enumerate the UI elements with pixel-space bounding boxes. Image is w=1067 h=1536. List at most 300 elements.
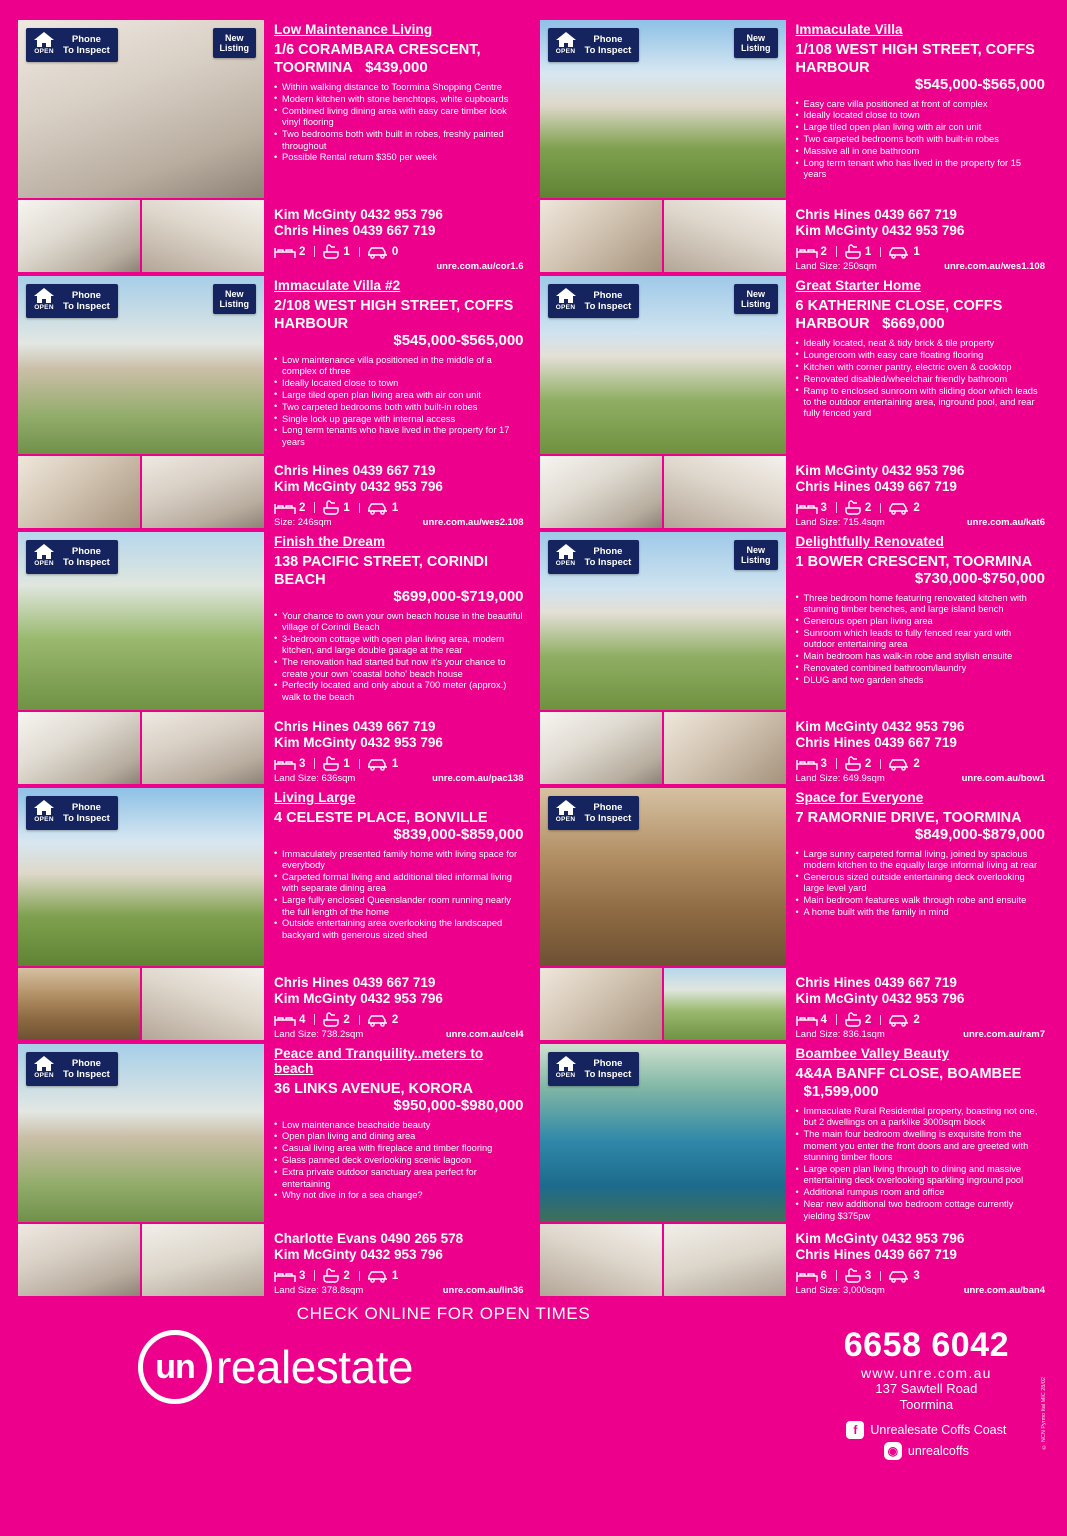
phone-to-inspect-badge[interactable] (26, 796, 118, 830)
agent-contact[interactable]: Kim McGinty 0432 953 796 (274, 207, 443, 222)
phone-to-inspect-badge[interactable] (548, 796, 640, 830)
listing-address: 138 PACIFIC STREET, CORINDI BEACH (274, 554, 489, 588)
listing-photos (540, 1044, 786, 1296)
listing-footer (274, 773, 524, 784)
listing-headline: Immaculate Villa (795, 22, 903, 37)
listing-url[interactable]: unre.com.au/cor1.6 (436, 261, 524, 272)
car-spaces-icon (367, 1013, 389, 1027)
listing-url[interactable]: unre.com.au/wes1.108 (944, 261, 1045, 272)
listing-photos (18, 276, 264, 528)
listing-feature-item: • Loungeroom with easy care floating flooring (796, 350, 1046, 361)
listing-details (786, 20, 1050, 272)
open-label: OPEN (555, 1072, 576, 1079)
thumbnail-photo[interactable] (18, 968, 140, 1040)
car-spaces-icon (888, 1013, 910, 1027)
listing-photos (18, 532, 264, 784)
property-attributes (274, 500, 524, 515)
home-icon (552, 543, 580, 571)
car-spaces-icon (888, 1269, 910, 1283)
land-size: Land Size: 3,000sqm (795, 1285, 885, 1296)
listing-price: $545,000-$565,000 (914, 76, 1045, 93)
listing-footer (796, 517, 1046, 528)
listing-feature-item: • Low maintenance villa positioned in the middle of a complex of three (274, 355, 524, 378)
listing-card[interactable] (18, 20, 528, 270)
listing-address: 6 KATHERINE CLOSE, COFFS HARBOUR (795, 298, 1003, 332)
bedrooms (274, 245, 313, 259)
phone-to-inspect-badge[interactable] (548, 1052, 640, 1086)
home-icon (552, 31, 580, 59)
agent-contact[interactable]: Kim McGinty 0432 953 796 (274, 1247, 443, 1262)
listing-card[interactable] (540, 276, 1050, 526)
bathrooms (313, 1268, 357, 1283)
thumbnail-photo[interactable] (664, 968, 786, 1040)
bathrooms-count: 2 (343, 1013, 350, 1026)
listing-footer (274, 261, 524, 272)
bedrooms-icon (796, 757, 818, 771)
listing-feature-item: • Main bedroom has walk-in robe and stylish ensuite (796, 651, 1046, 662)
home-icon (30, 287, 58, 315)
listing-agents (796, 459, 1046, 528)
home-icon (30, 1055, 58, 1083)
phone-to-inspect-badge[interactable] (548, 284, 640, 318)
listing-card[interactable] (18, 532, 528, 782)
listing-feature-item: • A home built with the family in mind (796, 907, 1046, 918)
car-spaces-count: 1 (391, 1269, 399, 1282)
thumbnail-photo[interactable] (142, 200, 264, 272)
bathrooms-icon (844, 1268, 862, 1283)
listing-feature-item: • Renovated combined bathroom/laundry (796, 663, 1046, 674)
phone-to-inspect-badge[interactable] (26, 284, 118, 318)
bedrooms (796, 757, 835, 771)
listing-feature-item: • Generous open plan living area (796, 616, 1046, 627)
listing-feature-item: • Large tiled open plan living with air con unit (796, 122, 1046, 133)
listing-address: 1 BOWER CRESCENT, TOORMINA (795, 554, 1033, 570)
listing-agents (274, 971, 524, 1040)
car-spaces-count: 1 (391, 757, 399, 770)
listing-photos (18, 20, 264, 272)
listing-address: 4 CELESTE PLACE, BONVILLE (274, 810, 488, 826)
car-spaces (879, 1013, 927, 1027)
bathrooms-count: 2 (864, 757, 872, 770)
listing-card[interactable] (18, 788, 528, 1038)
listing-footer (796, 1029, 1046, 1040)
property-attributes (796, 1012, 1046, 1027)
car-spaces-icon (888, 245, 910, 259)
agent-contact[interactable]: Kim McGinty 0432 953 796 (795, 223, 965, 238)
phone-to-inspect-label: Phone To Inspect (63, 802, 110, 824)
bathrooms (313, 500, 357, 515)
property-attributes (796, 756, 1046, 771)
open-label: OPEN (34, 560, 54, 567)
main-photo[interactable] (18, 1044, 264, 1222)
listing-url[interactable]: unre.com.au/pac138 (432, 773, 524, 784)
listing-address: 36 LINKS AVENUE, KORORA (274, 1081, 473, 1097)
listing-details (264, 788, 528, 1040)
photo-thumbnails (18, 1224, 264, 1296)
listing-features-list (796, 99, 1046, 182)
facebook-label: Unrealesate Coffs Coast (870, 1423, 1007, 1437)
listing-url[interactable]: unre.com.au/ram7 (963, 1029, 1045, 1040)
new-listing-badge: New Listing (734, 28, 778, 58)
bathrooms-icon (844, 756, 862, 771)
bathrooms-icon (844, 500, 862, 515)
main-photo[interactable] (18, 20, 264, 198)
car-spaces (879, 757, 927, 771)
bedrooms-icon (796, 1013, 818, 1027)
listing-features-list (274, 82, 524, 164)
listing-feature-item: • Extra private outdoor sanctuary area perfect for entertaining (274, 1167, 524, 1190)
bedrooms-count: 2 (299, 245, 306, 258)
car-spaces-icon (888, 757, 910, 771)
thumbnail-photo[interactable] (18, 200, 140, 272)
car-spaces-count: 3 (913, 1269, 920, 1282)
listing-headline: Delightfully Renovated (795, 534, 944, 549)
bedrooms (796, 1013, 835, 1027)
listing-feature-item: • Casual living area with fireplace and timber flooring (274, 1143, 524, 1154)
photo-thumbnails (18, 456, 264, 528)
contact-address-line1: 137 Sawtell Road (875, 1381, 978, 1396)
brand-logo (28, 1330, 413, 1404)
listing-feature-item: • Sunroom which leads to fully fenced rear yard with outdoor entertaining area (796, 628, 1046, 651)
listing-headline: Space for Everyone (795, 790, 924, 805)
agent-contact[interactable]: Chris Hines 0439 667 719 (274, 719, 436, 734)
thumbnail-photo[interactable] (664, 712, 786, 784)
listing-features-list (274, 849, 524, 942)
main-photo[interactable] (540, 532, 786, 710)
bedrooms (796, 245, 835, 259)
open-label: OPEN (34, 1072, 54, 1079)
car-spaces (358, 1013, 406, 1027)
listing-card[interactable] (540, 20, 1050, 270)
agent-contact[interactable]: Kim McGinty 0432 953 796 (795, 991, 965, 1006)
listing-features-list (796, 593, 1046, 687)
listing-address-row (796, 297, 1046, 333)
listing-url[interactable]: unre.com.au/lin36 (442, 1285, 524, 1296)
listing-price: $730,000-$750,000 (914, 570, 1045, 587)
car-spaces (358, 501, 406, 515)
listing-price: $839,000-$859,000 (393, 826, 524, 843)
agent-contact[interactable]: Kim McGinty 0432 953 796 (274, 479, 443, 494)
bedrooms-count: 3 (299, 757, 306, 770)
listing-agents (796, 1227, 1046, 1296)
listing-footer (796, 1285, 1046, 1296)
listing-features-list (796, 849, 1046, 919)
agent-contact[interactable]: Kim McGinty 0432 953 796 (795, 463, 965, 478)
listing-footer (274, 1029, 524, 1040)
contact-phone[interactable]: 6658 6042 (843, 1326, 1009, 1364)
new-listing-badge: New Listing (734, 284, 778, 314)
listing-feature-item: • Open plan living and dining area (274, 1131, 524, 1142)
car-spaces-count: 2 (913, 1013, 920, 1026)
car-spaces-count: 0 (391, 245, 399, 258)
thumbnail-photo[interactable] (142, 712, 264, 784)
listing-feature-item: • Kitchen with corner pantry, electric oven & cooktop (796, 362, 1046, 373)
listing-footer (274, 1285, 524, 1296)
thumbnail-photo[interactable] (664, 456, 786, 528)
agent-contact[interactable]: Chris Hines 0439 667 719 (274, 223, 436, 238)
listing-feature-item: • DLUG and two garden sheds (796, 675, 1046, 686)
listing-card[interactable] (18, 1044, 528, 1294)
home-icon (30, 543, 58, 571)
logo-un-circle: un (138, 1330, 212, 1404)
agent-contact[interactable]: Chris Hines 0439 667 719 (795, 735, 957, 750)
listing-url[interactable]: unre.com.au/ban4 (963, 1285, 1045, 1296)
listing-url[interactable]: unre.com.au/bow1 (961, 773, 1045, 784)
main-photo[interactable] (18, 788, 264, 966)
contact-website[interactable]: www.unre.com.au (860, 1365, 992, 1381)
listing-feature-item: • Single lock up garage with internal access (274, 414, 524, 425)
land-size: Land Size: 836.1sqm (795, 1029, 885, 1040)
phone-to-inspect-badge[interactable] (26, 1052, 118, 1086)
listing-feature-item: • Massive all in one bathroom (796, 146, 1046, 157)
car-spaces (879, 501, 927, 515)
main-photo[interactable] (18, 532, 264, 710)
listing-card[interactable] (540, 532, 1050, 782)
listing-feature-item: • Ideally located close to town (796, 110, 1046, 121)
car-spaces-icon (367, 757, 389, 771)
listing-feature-item: • Within walking distance to Toormina Shopping Centre (274, 82, 524, 93)
bathrooms-icon (322, 1268, 340, 1283)
agent-contact[interactable]: Chris Hines 0439 667 719 (274, 975, 436, 990)
credit-text: © NCN Pyrmo Ital MIC 28/02 (1041, 1377, 1047, 1450)
phone-to-inspect-label: Phone To Inspect (63, 34, 110, 56)
bathrooms-icon (844, 1012, 862, 1027)
listing-feature-item: • 3-bedroom cottage with open plan living area, modern kitchen, and large double garage at the rear (274, 634, 524, 657)
listing-url[interactable]: unre.com.au/kat6 (966, 517, 1045, 528)
bathrooms-count: 2 (864, 501, 872, 514)
listing-address-row (796, 809, 1046, 844)
instagram-icon: ◉ (884, 1442, 902, 1460)
open-label: OPEN (34, 304, 54, 311)
listing-feature-item: • Immaculate Rural Residential property, boasting not one, but 2 dwellings on a parklike 3000sqm block (796, 1106, 1046, 1129)
facebook-link[interactable] (844, 1421, 1009, 1439)
car-spaces-icon (367, 501, 389, 515)
listing-address-row (274, 1080, 524, 1115)
listing-feature-item: • Ideally located close to town (274, 378, 524, 389)
agent-contact[interactable]: Chris Hines 0439 667 719 (795, 1247, 957, 1262)
bedrooms-icon (274, 1269, 296, 1283)
contact-address-line2: Toormina (899, 1397, 954, 1412)
bathrooms (835, 500, 879, 515)
listing-feature-item: • Ramp to enclosed sunroom with sliding door which leads to the outdoor entertaining area, inground pool, and rear fully fenced yard (796, 386, 1046, 420)
listing-photos (540, 276, 786, 528)
listing-headline: Boambee Valley Beauty (795, 1046, 950, 1061)
main-photo[interactable] (540, 788, 786, 966)
agent-contact[interactable]: Charlotte Evans 0490 265 578 (274, 1231, 464, 1246)
property-attributes (796, 500, 1046, 515)
bedrooms-count: 3 (820, 757, 827, 770)
main-photo[interactable] (18, 276, 264, 454)
car-spaces-count: 1 (913, 245, 920, 258)
car-spaces (358, 1269, 406, 1283)
listing-feature-item: • Easy care villa positioned at front of complex (796, 99, 1046, 110)
listing-card[interactable] (540, 788, 1050, 1038)
bedrooms (274, 757, 313, 771)
listing-feature-item: • Large tiled open plan living area with air con unit (274, 390, 524, 401)
listing-card[interactable] (540, 1044, 1050, 1294)
thumbnail-photo[interactable] (142, 456, 264, 528)
bedrooms (796, 501, 835, 515)
agent-contact[interactable]: Kim McGinty 0432 953 796 (274, 991, 443, 1006)
listing-details (264, 532, 528, 784)
thumbnail-photo[interactable] (18, 456, 140, 528)
listing-feature-item: • Long term tenants who have lived in the property for 17 years (274, 425, 524, 448)
listing-address-row (274, 297, 524, 350)
listing-feature-item: • Additional rumpus room and office (796, 1187, 1046, 1198)
listing-address: 1/108 WEST HIGH STREET, COFFS HARBOUR (795, 42, 1035, 76)
open-label: OPEN (555, 816, 576, 823)
listing-feature-item: • The main four bedroom dwelling is exquisite from the moment you enter the front doors and are greeted with stunning timber floors (796, 1129, 1046, 1163)
bathrooms (835, 1268, 879, 1283)
land-size: Land Size: 250sqm (795, 261, 877, 272)
main-photo[interactable] (540, 276, 786, 454)
bathrooms (313, 756, 357, 771)
listing-address: 7 RAMORNIE DRIVE, TOORMINA (795, 810, 1022, 826)
listing-headline: Immaculate Villa #2 (274, 278, 401, 293)
listing-feature-item: • Your chance to own your own beach house in the beautiful village of Corindi Beach (274, 611, 524, 634)
car-spaces (879, 245, 927, 259)
new-listing-badge: New Listing (734, 540, 778, 570)
thumbnail-photo[interactable] (664, 1224, 786, 1296)
bathrooms-count: 1 (864, 245, 872, 258)
listing-details (264, 276, 528, 528)
listing-features-list (274, 1120, 524, 1203)
bedrooms-icon (274, 245, 296, 259)
listing-photos (18, 1044, 264, 1296)
instagram-label: unrealcoffs (907, 1444, 969, 1458)
listing-address-row (274, 41, 524, 77)
listing-feature-item: • Near new additional two bedroom cottage currently yielding $375pw (796, 1199, 1046, 1222)
car-spaces-icon (367, 1269, 389, 1283)
bedrooms-count: 2 (820, 245, 827, 258)
listing-headline: Living Large (274, 790, 356, 805)
photo-thumbnails (18, 200, 264, 272)
phone-to-inspect-label: Phone To Inspect (63, 290, 110, 312)
listing-footer (796, 773, 1046, 784)
bathrooms (835, 756, 879, 771)
property-attributes (274, 1012, 524, 1027)
agent-contact[interactable]: Kim McGinty 0432 953 796 (274, 735, 443, 750)
car-spaces-count: 2 (913, 757, 920, 770)
footer (18, 1298, 1049, 1458)
home-icon (30, 31, 58, 59)
phone-to-inspect-badge[interactable] (26, 540, 118, 574)
home-icon (30, 799, 58, 827)
listing-details (264, 20, 528, 272)
land-size: Size: 246sqm (274, 517, 332, 528)
photo-thumbnails (540, 968, 786, 1040)
thumbnail-photo[interactable] (540, 456, 662, 528)
listing-features-list (274, 355, 524, 449)
thumbnail-photo[interactable] (18, 1224, 140, 1296)
bedrooms-icon (274, 501, 296, 515)
listing-feature-item: • Glass panned deck overlooking scenic lagoon (274, 1155, 524, 1166)
open-label: OPEN (34, 816, 54, 823)
bedrooms (274, 501, 313, 515)
bedrooms-icon (796, 1269, 818, 1283)
agent-contact[interactable]: Chris Hines 0439 667 719 (274, 463, 436, 478)
listing-feature-item: • Three bedroom home featuring renovated kitchen with stunning timber benches, and large island bench (796, 593, 1046, 616)
listing-features-list (796, 1106, 1046, 1223)
agent-contact[interactable]: Chris Hines 0439 667 719 (795, 207, 957, 222)
main-photo[interactable] (540, 1044, 786, 1222)
listing-price: $669,000 (882, 315, 945, 332)
thumbnail-photo[interactable] (664, 200, 786, 272)
thumbnail-photo[interactable] (540, 968, 662, 1040)
listing-agents (274, 1227, 524, 1296)
instagram-link[interactable] (844, 1442, 1009, 1460)
bedrooms-count: 3 (820, 501, 827, 514)
thumbnail-photo[interactable] (540, 712, 662, 784)
listing-photos (540, 788, 786, 1040)
listings-grid (18, 20, 1049, 1294)
bathrooms-icon (322, 244, 340, 259)
phone-to-inspect-badge[interactable] (548, 540, 640, 574)
open-label: OPEN (34, 48, 54, 55)
thumbnail-photo[interactable] (540, 200, 662, 272)
bathrooms-count: 1 (343, 501, 350, 514)
listing-features-list (796, 338, 1046, 420)
listing-feature-item: • Two carpeted bedrooms both with built-in robes (796, 134, 1046, 145)
bathrooms (835, 1012, 879, 1027)
listing-headline: Peace and Tranquility..meters to beach (274, 1046, 484, 1076)
listing-photos (540, 20, 786, 272)
listing-feature-item: • Carpeted formal living and additional tiled informal living with separate dining area (274, 872, 524, 895)
home-icon (552, 799, 580, 827)
listing-details (786, 532, 1050, 784)
listing-card[interactable] (18, 276, 528, 526)
listing-feature-item: • Main bedroom features walk through robe and ensuite (796, 895, 1046, 906)
listing-price: $699,000-$719,000 (393, 588, 524, 605)
property-attributes (796, 244, 1046, 259)
bathrooms-count: 2 (864, 1013, 872, 1026)
land-size: Land Size: 738.2sqm (274, 1029, 364, 1040)
agent-contact[interactable]: Chris Hines 0439 667 719 (795, 975, 957, 990)
new-listing-badge: New Listing (213, 28, 257, 58)
listing-address-row (796, 41, 1046, 94)
listing-headline: Great Starter Home (795, 278, 922, 293)
listing-url[interactable]: unre.com.au/wes2.108 (422, 517, 524, 528)
listing-address: 4&4A BANFF CLOSE, BOAMBEE (795, 1066, 1022, 1082)
listing-address-row (796, 553, 1046, 588)
thumbnail-photo[interactable] (142, 968, 264, 1040)
listing-details (786, 1044, 1050, 1296)
logo-realestate-text: realestate (216, 1341, 414, 1393)
bathrooms (313, 1012, 357, 1027)
agent-contact[interactable]: Kim McGinty 0432 953 796 (795, 1231, 965, 1246)
phone-to-inspect-badge[interactable] (26, 28, 118, 62)
thumbnail-photo[interactable] (142, 1224, 264, 1296)
agent-contact[interactable]: Kim McGinty 0432 953 796 (795, 719, 965, 734)
listing-feature-item: • Generous sized outside entertaining deck overlooking large level yard (796, 872, 1046, 895)
home-icon (552, 1055, 580, 1083)
listing-address: 1/6 CORAMBARA CRESCENT, TOORMINA (274, 42, 481, 76)
listing-details (786, 788, 1050, 1040)
photo-thumbnails (18, 712, 264, 784)
thumbnail-photo[interactable] (18, 712, 140, 784)
property-attributes (274, 1268, 524, 1283)
agent-contact[interactable]: Chris Hines 0439 667 719 (795, 479, 957, 494)
car-spaces (358, 245, 406, 259)
listing-url[interactable]: unre.com.au/cel4 (445, 1029, 524, 1040)
thumbnail-photo[interactable] (540, 1224, 662, 1296)
bathrooms-count: 1 (343, 245, 350, 258)
property-attributes (796, 1268, 1046, 1283)
main-photo[interactable] (540, 20, 786, 198)
photo-thumbnails (540, 456, 786, 528)
listing-feature-item: • Large fully enclosed Queenslander room running nearly the full length of the home (274, 895, 524, 918)
phone-to-inspect-badge[interactable] (548, 28, 640, 62)
